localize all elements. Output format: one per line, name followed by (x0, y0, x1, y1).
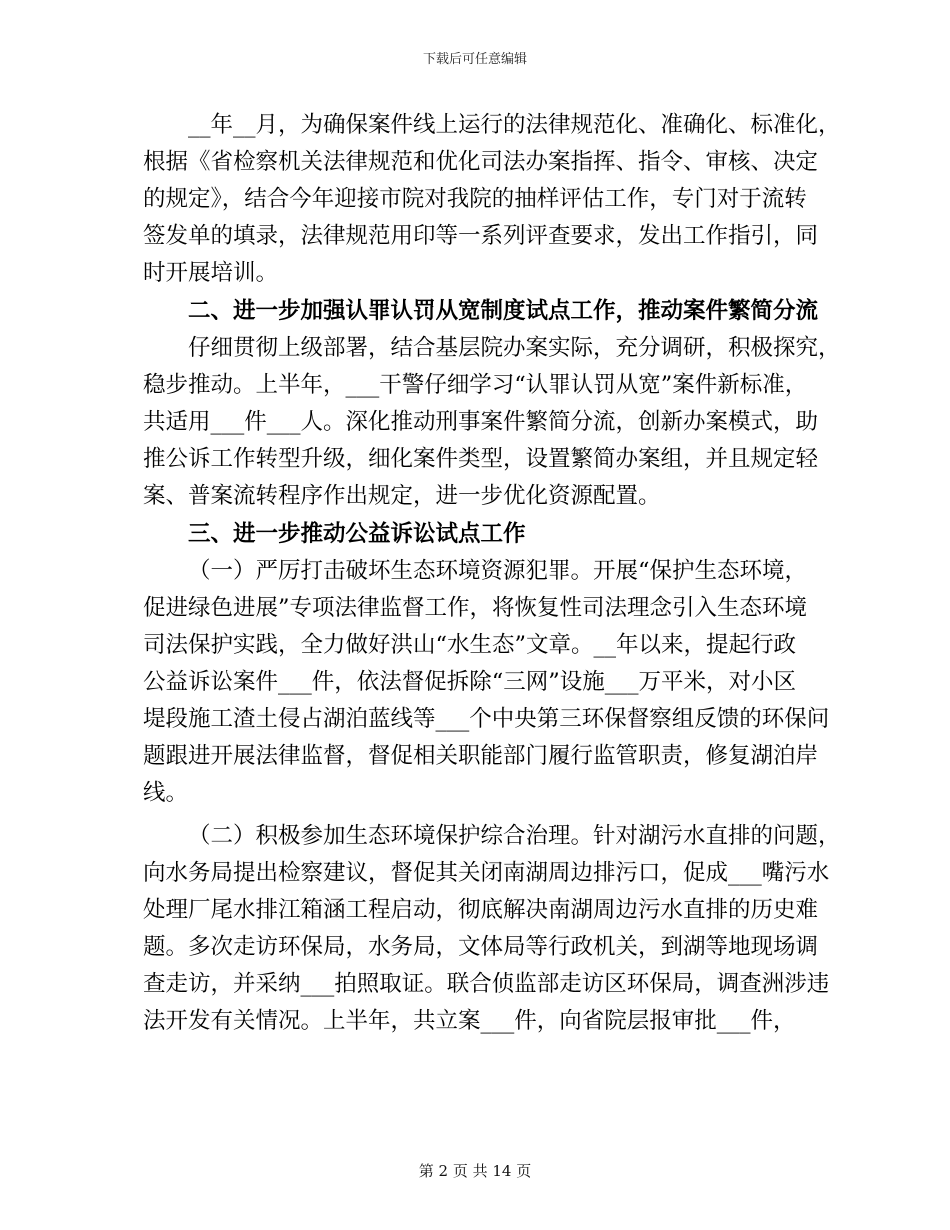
paragraph-line: 公益诉讼案件___件，依法督促拆除“三网”设施___万平米，对小区 (143, 669, 797, 695)
paragraph-line: 法开发有关情况。上半年，共立案___件，向省院层报审批___件， (143, 1008, 796, 1034)
paragraph-line: （二）积极参加生态环境保护综合治理。针对湖污水直排的问题， (188, 823, 841, 849)
paragraph-line: 线。 (143, 780, 189, 806)
section-heading: 二、进一步加强认罪认罚从宽制度试点工作，推动案件繁简分流 (188, 298, 819, 324)
page-header: 下载后可任意编辑 (422, 52, 527, 67)
paragraph-line: 查走访，并采纳___拍照取证。联合侦监部走访区环保局，调查洲涉违 (143, 971, 830, 997)
paragraph-line: 的规定》，结合今年迎接市院对我院的抽样评估工作，专门对于流转 (143, 186, 807, 212)
paragraph-line: （一）严厉打击破坏生态环境资源犯罪。开展“保护生态环境， (188, 558, 808, 584)
paragraph-line: __年__月，为确保案件线上运行的法律规范化、准确化、标准化， (188, 112, 841, 138)
paragraph-line: 处理厂尾水排江箱涵工程启动，彻底解决南湖周边污水直排的历史难 (143, 897, 819, 923)
paragraph-line: 签发单的填录，法律规范用印等一系列评查要求，发出工作指引，同 (143, 223, 819, 249)
paragraph-line: 共适用___件___人。深化推动刑事案件繁简分流，创新办案模式，助 (143, 409, 819, 435)
paragraph-line: 稳步推动。上半年，___干警仔细学习“认罪认罚从宽”案件新标准， (143, 372, 808, 398)
paragraph-line: 题。多次走访环保局，水务局，文体局等行政机关，到湖等地现场调 (143, 934, 819, 960)
paragraph-line: 堤段施工渣土侵占湖泊蓝线等___个中央第三环保督察组反馈的环保问 (143, 706, 830, 732)
paragraph-line: 向水务局提出检察建议，督促其关闭南湖周边排污口，促成___嘴污水 (143, 860, 830, 886)
section-heading: 三、进一步推动公益诉讼试点工作 (188, 521, 526, 547)
paragraph-line: 时开展培训。 (143, 260, 279, 286)
paragraph-line: 根据《省检察机关法律规范和优化司法办案指挥、指令、审核、决定 (143, 149, 819, 175)
paragraph-line: 司法保护实践，全力做好洪山“水生态”文章。__年以来，提起行政 (143, 632, 797, 658)
paragraph-line: 推公诉工作转型升级，细化案件类型，设置繁简办案组，并且规定轻 (143, 446, 819, 472)
paragraph-line: 促进绿色进展”专项法律监督工作，将恢复性司法理念引入生态环境 (143, 595, 808, 621)
paragraph-line: 案、普案流转程序作出规定，进一步优化资源配置。 (143, 483, 661, 509)
paragraph-line: 仔细贯彻上级部署，结合基层院办案实际，充分调研，积极探究， (188, 335, 841, 361)
paragraph-line: 题跟进开展法律监督，督促相关职能部门履行监管职责，修复湖泊岸 (143, 743, 819, 769)
page-footer: 第 2 页 共 14 页 (418, 1162, 532, 1180)
